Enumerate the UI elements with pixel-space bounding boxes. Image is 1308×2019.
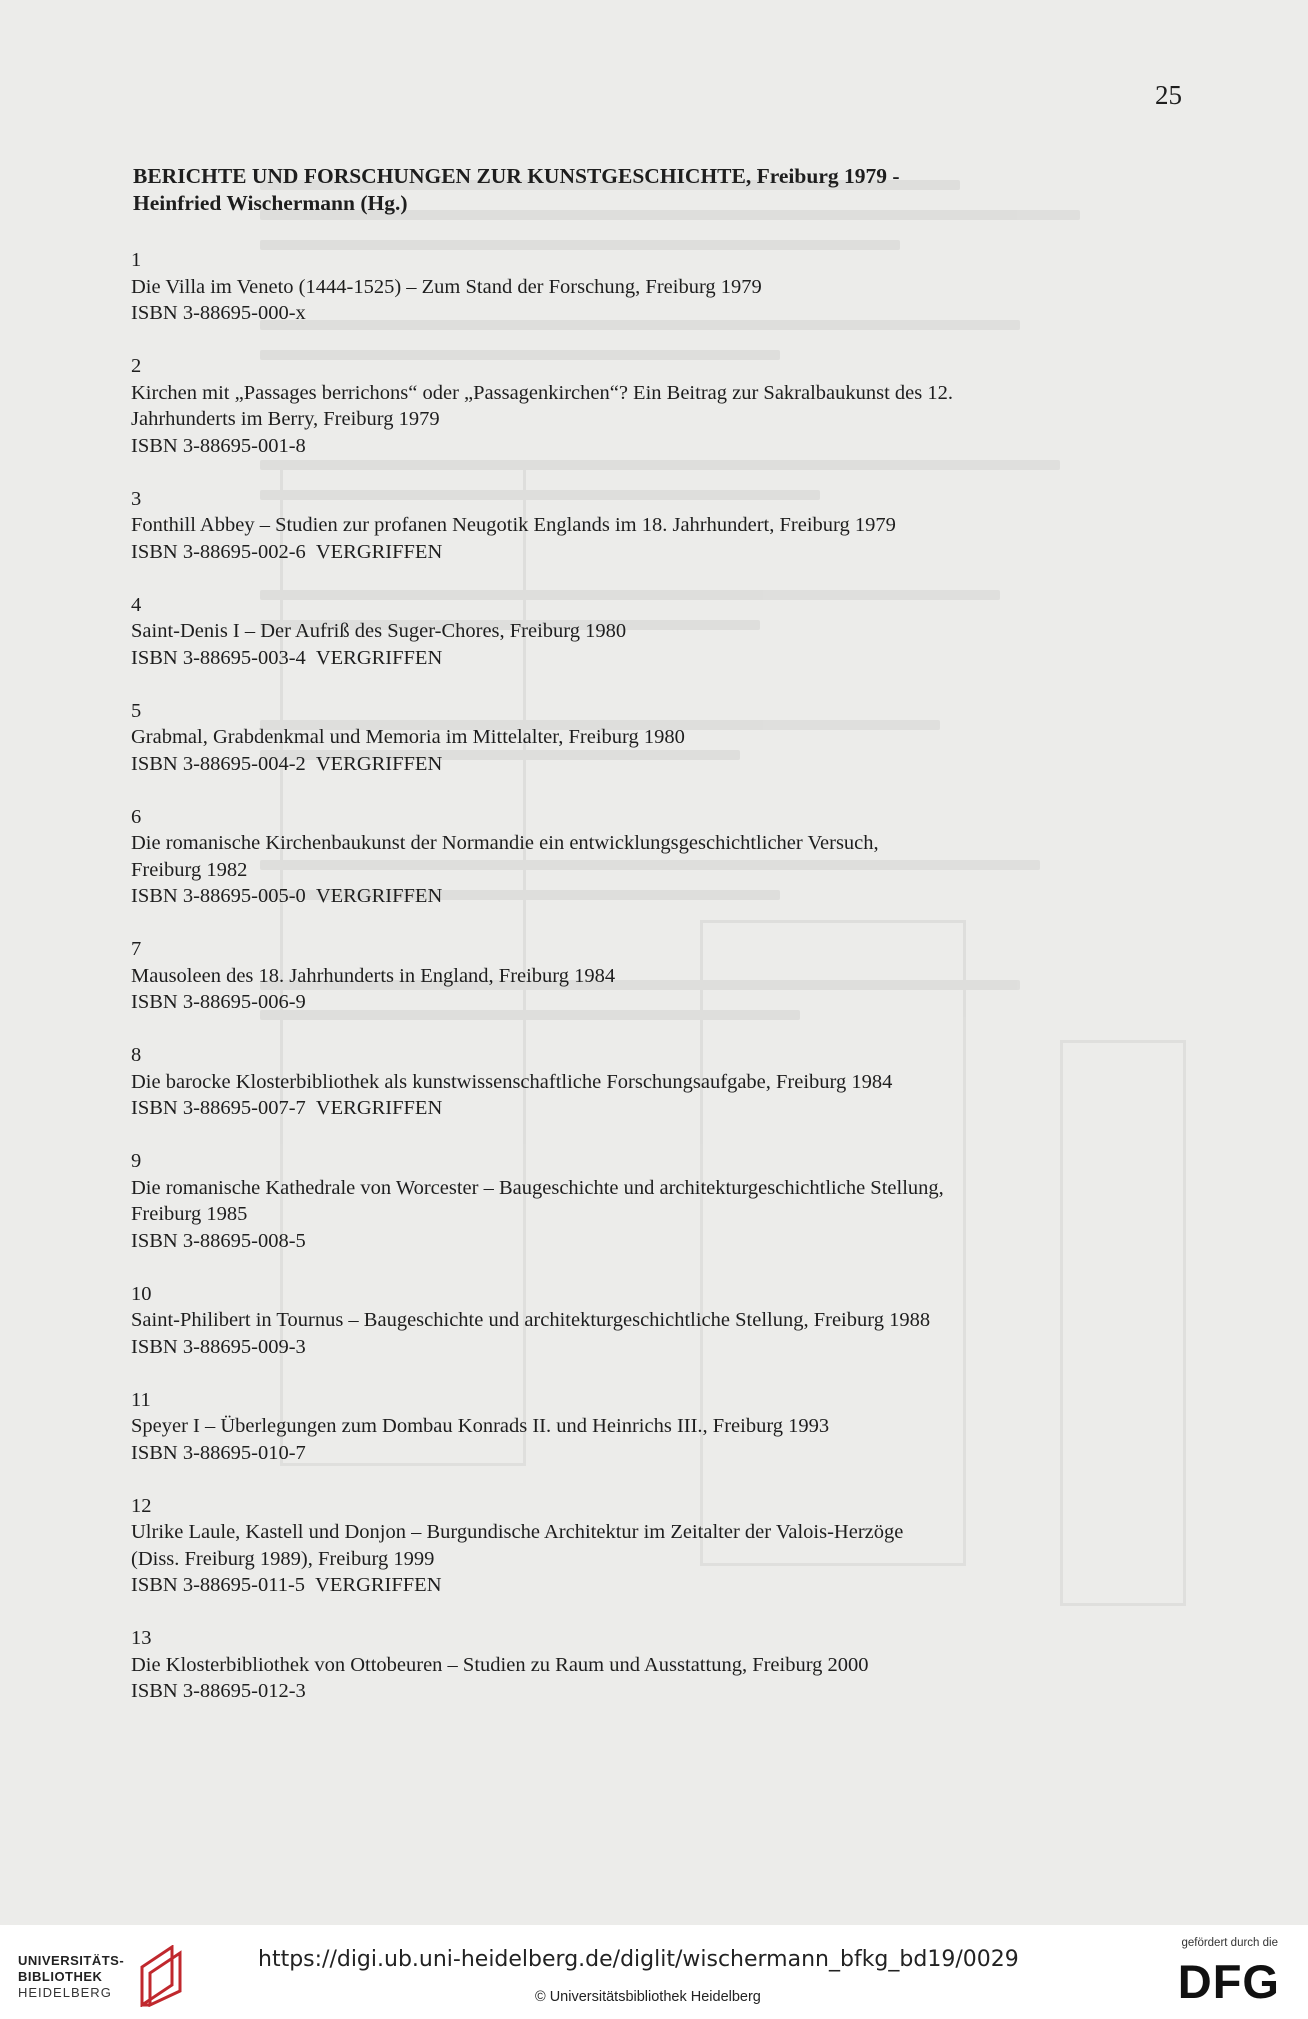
series-entry bbox=[131, 353, 1191, 459]
dfg-logo[interactable]: DFG bbox=[1177, 1955, 1280, 2008]
logo-text-line-3: HEIDELBERG bbox=[18, 1985, 112, 2000]
entry-isbn-line bbox=[131, 1440, 1191, 1467]
page-number: 25 bbox=[1155, 80, 1182, 110]
ub-heidelberg-logo[interactable] bbox=[18, 1945, 193, 2005]
series-entry bbox=[131, 247, 1191, 327]
entry-isbn-line bbox=[131, 539, 1191, 566]
entry-status: VERGRIFFEN bbox=[315, 1574, 442, 1596]
series-entry bbox=[131, 804, 1191, 910]
entry-isbn-line bbox=[131, 883, 1191, 910]
series-title bbox=[133, 163, 1133, 217]
entry-number: 11 bbox=[131, 1388, 151, 1411]
series-entry bbox=[131, 486, 1191, 566]
entry-number: 1 bbox=[131, 249, 142, 271]
entry-isbn-line bbox=[131, 645, 1191, 672]
entry-isbn-line bbox=[131, 1678, 1191, 1705]
entry-number: 4 bbox=[131, 593, 142, 616]
entry-status: VERGRIFFEN bbox=[315, 646, 443, 669]
entry-number: 13 bbox=[131, 1627, 152, 1649]
entry-isbn: ISBN 3-88695-006-9 bbox=[131, 991, 306, 1013]
entry-title-continued: Jahrhunderts im Berry, Freiburg 1979 bbox=[131, 408, 440, 430]
entry-number: 2 bbox=[131, 355, 142, 377]
entry-isbn: ISBN 3-88695-010-7 bbox=[131, 1441, 306, 1464]
entry-title: Speyer I – Überlegungen zum Dombau Konrads II. und Heinrichs III., Freiburg 1993 bbox=[131, 1415, 830, 1437]
entry-isbn: ISBN 3-88695-001-8 bbox=[131, 434, 306, 457]
entry-isbn: ISBN 3-88695-008-5 bbox=[131, 1229, 306, 1252]
entry-status: VERGRIFFEN bbox=[315, 1097, 443, 1119]
entry-title: Die Villa im Veneto (1444-1525) – Zum Stand der Forschung, Freiburg 1979 bbox=[131, 275, 762, 298]
ub-logo-mark-icon bbox=[136, 1945, 186, 2007]
entry-title: Mausoleen des 18. Jahrhunderts in England, Freiburg 1984 bbox=[131, 964, 616, 987]
entry-title: Saint-Philibert in Tournus – Baugeschichte und architekturgeschichtliche Stellung, Freiburg 1988 bbox=[131, 1309, 931, 1331]
entry-title: Ulrike Laule, Kastell und Donjon – Burgundische Architektur im Zeitalter der Valois-Herzöge bbox=[131, 1521, 904, 1543]
entry-number: 8 bbox=[131, 1044, 142, 1066]
entry-isbn: ISBN 3-88695-005-0 bbox=[131, 885, 306, 907]
entry-number: 7 bbox=[131, 938, 142, 960]
funding-caption: gefördert durch die bbox=[1181, 1937, 1278, 1949]
entry-title: Fonthill Abbey – Studien zur profanen Neugotik Englands im 18. Jahrhundert, Freiburg 1979 bbox=[131, 514, 896, 536]
entry-isbn: ISBN 3-88695-011-5 bbox=[131, 1574, 306, 1596]
series-entry bbox=[131, 1042, 1191, 1122]
entry-isbn: ISBN 3-88695-009-3 bbox=[131, 1335, 306, 1358]
entry-status: VERGRIFFEN bbox=[315, 885, 443, 907]
entry-isbn-line bbox=[131, 1095, 1191, 1122]
series-entry bbox=[131, 936, 1191, 1016]
series-entry bbox=[131, 1387, 1191, 1467]
entry-isbn-line bbox=[131, 1334, 1191, 1361]
viewer-footer bbox=[0, 1925, 1308, 2019]
logo-text-line-2: BIBLIOTHEK bbox=[18, 1969, 103, 1984]
entry-number: 3 bbox=[131, 487, 142, 510]
entry-isbn-line bbox=[131, 433, 1191, 460]
entry-number: 10 bbox=[131, 1282, 152, 1305]
series-title-line-1: BERICHTE UND FORSCHUNGEN ZUR KUNSTGESCHICHTE, Freiburg 1979 - bbox=[133, 164, 900, 188]
series-entry bbox=[131, 1625, 1191, 1705]
entry-isbn: ISBN 3-88695-004-2 bbox=[131, 752, 306, 775]
series-entry bbox=[131, 698, 1191, 778]
series-entry bbox=[131, 592, 1191, 672]
entry-isbn: ISBN 3-88695-000-x bbox=[131, 302, 306, 324]
entry-title: Saint-Denis I – Der Aufriß des Suger-Chores, Freiburg 1980 bbox=[131, 620, 627, 642]
entry-isbn-line bbox=[131, 989, 1191, 1016]
entry-title-continued: Freiburg 1985 bbox=[131, 1203, 248, 1225]
series-entry bbox=[131, 1493, 1191, 1599]
entry-isbn: ISBN 3-88695-002-6 bbox=[131, 540, 306, 563]
logo-text-line-1: UNIVERSITÄTS- bbox=[18, 1953, 125, 1968]
entry-isbn: ISBN 3-88695-007-7 bbox=[131, 1097, 306, 1119]
entry-title: Die romanische Kathedrale von Worcester – Baugeschichte und architekturgeschichtliche Stellung, bbox=[131, 1176, 944, 1199]
entry-status: VERGRIFFEN bbox=[315, 752, 443, 775]
series-entry bbox=[131, 1281, 1191, 1361]
entry-title: Die Klosterbibliothek von Ottobeuren – Studien zu Raum und Ausstattung, Freiburg 2000 bbox=[131, 1653, 869, 1676]
entry-title: Die romanische Kirchenbaukunst der Normandie ein entwicklungsgeschichtlicher Versuch, bbox=[131, 832, 879, 854]
entry-isbn-line bbox=[131, 300, 1191, 327]
entry-status: VERGRIFFEN bbox=[315, 540, 443, 563]
entry-title-continued: (Diss. Freiburg 1989), Freiburg 1999 bbox=[131, 1547, 435, 1570]
entry-isbn-line bbox=[131, 751, 1191, 778]
entry-title: Kirchen mit „Passages berrichons“ oder „Passagenkirchen“? Ein Beitrag zur Sakralbaukunst des 12. bbox=[131, 381, 954, 404]
entry-isbn-line bbox=[131, 1572, 1191, 1599]
series-entry-list bbox=[131, 247, 1191, 1731]
entry-title: Grabmal, Grabdenkmal und Memoria im Mittelalter, Freiburg 1980 bbox=[131, 726, 685, 748]
series-entry bbox=[131, 1148, 1191, 1254]
entry-number: 5 bbox=[131, 699, 142, 722]
entry-title: Die barocke Klosterbibliothek als kunstwissenschaftliche Forschungsaufgabe, Freiburg 1984 bbox=[131, 1070, 893, 1093]
entry-isbn-line bbox=[131, 1228, 1191, 1255]
entry-title-continued: Freiburg 1982 bbox=[131, 858, 248, 881]
copyright-notice: © Universitätsbibliothek Heidelberg bbox=[535, 1989, 761, 2005]
entry-number: 9 bbox=[131, 1150, 142, 1172]
entry-isbn: ISBN 3-88695-003-4 bbox=[131, 646, 306, 669]
permalink-url[interactable]: https://digi.ub.uni-heidelberg.de/diglit/wischermann_bfkg_bd19/0029 bbox=[258, 1947, 1019, 1972]
entry-number: 12 bbox=[131, 1494, 152, 1517]
entry-number: 6 bbox=[131, 805, 142, 828]
entry-isbn: ISBN 3-88695-012-3 bbox=[131, 1680, 306, 1702]
series-title-line-2: Heinfried Wischermann (Hg.) bbox=[133, 191, 408, 215]
